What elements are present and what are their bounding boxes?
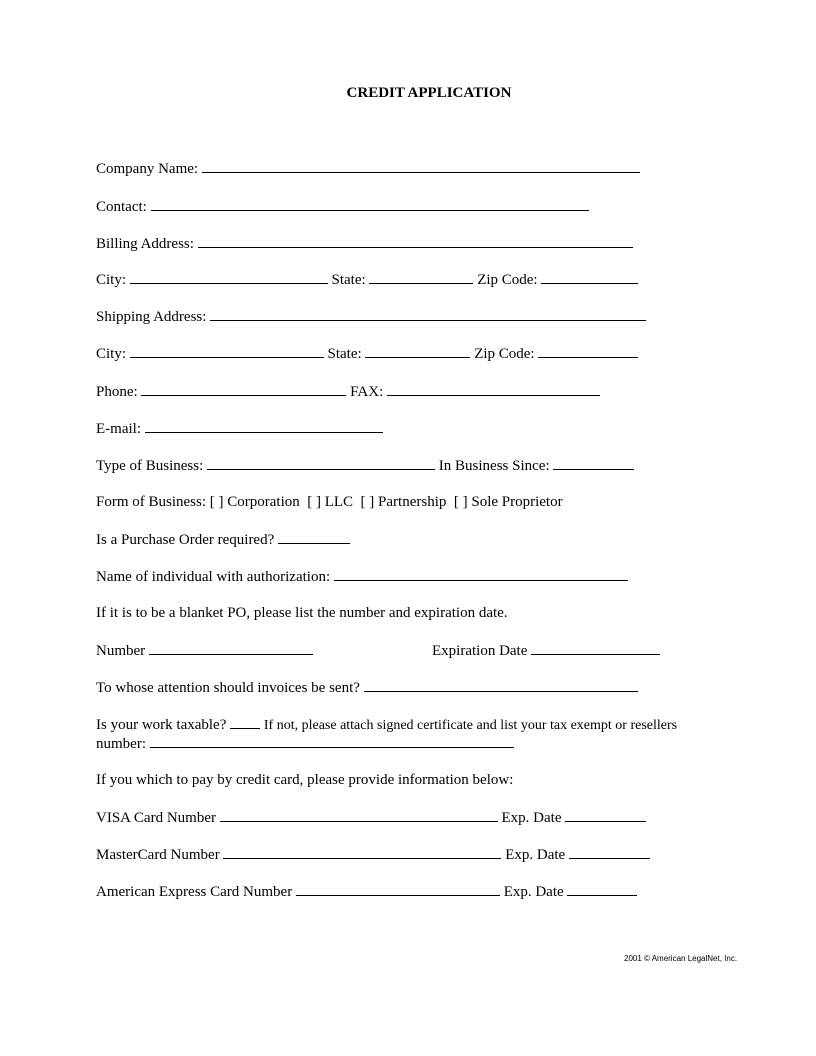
city-label: City: — [96, 272, 127, 288]
shipping-address-field[interactable] — [210, 307, 646, 321]
billing-address-field[interactable] — [198, 234, 633, 248]
blanket-po-text: If it is to be a blanket PO, please list the number and expiration date. — [96, 605, 508, 621]
contact-row — [96, 197, 589, 216]
po-number-row — [96, 641, 313, 660]
po-required-row — [96, 530, 350, 549]
exp-date-label: Exp. Date — [501, 810, 562, 826]
city-field[interactable] — [130, 270, 328, 284]
zip-field[interactable] — [541, 270, 638, 284]
state-label: State: — [327, 346, 362, 362]
taxable-row — [96, 715, 677, 735]
contact-label: Contact: — [96, 199, 147, 215]
company-name-row — [96, 159, 640, 178]
billing-address-row — [96, 234, 633, 253]
visa-field[interactable] — [220, 808, 498, 822]
exp-date-label: Exp. Date — [505, 847, 566, 863]
phone-field[interactable] — [141, 382, 346, 396]
shipping-city-row — [96, 344, 638, 363]
taxable-label: Is your work taxable? — [96, 717, 227, 733]
amex-field[interactable] — [296, 882, 500, 896]
fax-label: FAX: — [350, 384, 384, 400]
state-field[interactable] — [365, 344, 470, 358]
phone-row — [96, 382, 600, 401]
contact-field[interactable] — [151, 197, 589, 211]
tax-number-field[interactable] — [150, 734, 514, 748]
city-label: City: — [96, 346, 127, 362]
invoice-attention-label: To whose attention should invoices be sent? — [96, 680, 360, 696]
company-name-field[interactable] — [202, 159, 640, 173]
state-label: State: — [331, 272, 366, 288]
billing-city-row — [96, 270, 638, 289]
invoice-attention-row — [96, 678, 638, 697]
business-type-row — [96, 456, 634, 475]
exp-date-label: Exp. Date — [503, 884, 564, 900]
visa-label: VISA Card Number — [96, 810, 216, 826]
number-field[interactable] — [149, 641, 313, 655]
amex-label: American Express Card Number — [96, 884, 293, 900]
in-business-since-label: In Business Since: — [438, 458, 550, 474]
fax-field[interactable] — [387, 382, 600, 396]
expiration-date-row — [432, 641, 660, 660]
authorized-name-label: Name of individual with authorization: — [96, 569, 331, 585]
taxable-note: If not, please attach signed certificate and list your tax exempt or resellers — [263, 718, 678, 733]
type-of-business-label: Type of Business: — [96, 458, 204, 474]
tax-number-row — [96, 734, 514, 753]
invoice-attention-field[interactable] — [364, 678, 638, 692]
amex-row — [96, 882, 637, 901]
zip-label: Zip Code: — [477, 272, 538, 288]
city-field[interactable] — [130, 344, 324, 358]
shipping-address-label: Shipping Address: — [96, 309, 207, 325]
email-label: E-mail: — [96, 421, 141, 437]
amex-exp-date-field[interactable] — [567, 882, 637, 896]
email-field[interactable] — [145, 419, 383, 433]
page-title: CREDIT APPLICATION — [346, 85, 512, 101]
mastercard-row — [96, 845, 650, 864]
zip-label: Zip Code: — [474, 346, 535, 362]
visa-exp-date-field[interactable] — [565, 808, 646, 822]
company-name-label: Company Name: — [96, 161, 199, 177]
email-row — [96, 419, 383, 438]
mastercard-field[interactable] — [223, 845, 501, 859]
shipping-address-row — [96, 307, 646, 326]
taxable-field[interactable] — [230, 715, 260, 729]
mastercard-exp-date-field[interactable] — [569, 845, 650, 859]
po-required-field[interactable] — [278, 530, 350, 544]
expiration-date-label: Expiration Date — [432, 643, 528, 659]
credit-card-intro: If you which to pay by credit card, please provide information below: — [96, 772, 514, 788]
phone-label: Phone: — [96, 384, 138, 400]
po-required-label: Is a Purchase Order required? — [96, 532, 275, 548]
in-business-since-field[interactable] — [553, 456, 634, 470]
form-of-business-row[interactable]: Form of Business: [ ] Corporation [ ] LLC [ ] Partnership [ ] Sole Proprietor — [96, 494, 563, 510]
expiration-date-field[interactable] — [531, 641, 660, 655]
zip-field[interactable] — [538, 344, 638, 358]
number-label: Number — [96, 643, 146, 659]
state-field[interactable] — [369, 270, 473, 284]
type-of-business-field[interactable] — [207, 456, 435, 470]
tax-number-label: number: — [96, 736, 146, 752]
authorized-name-field[interactable] — [334, 567, 628, 581]
authorized-name-row — [96, 567, 628, 586]
copyright-footer: 2001 © American LegalNet, Inc. — [624, 954, 738, 963]
billing-address-label: Billing Address: — [96, 236, 194, 252]
visa-row — [96, 808, 646, 827]
mastercard-label: MasterCard Number — [96, 847, 220, 863]
